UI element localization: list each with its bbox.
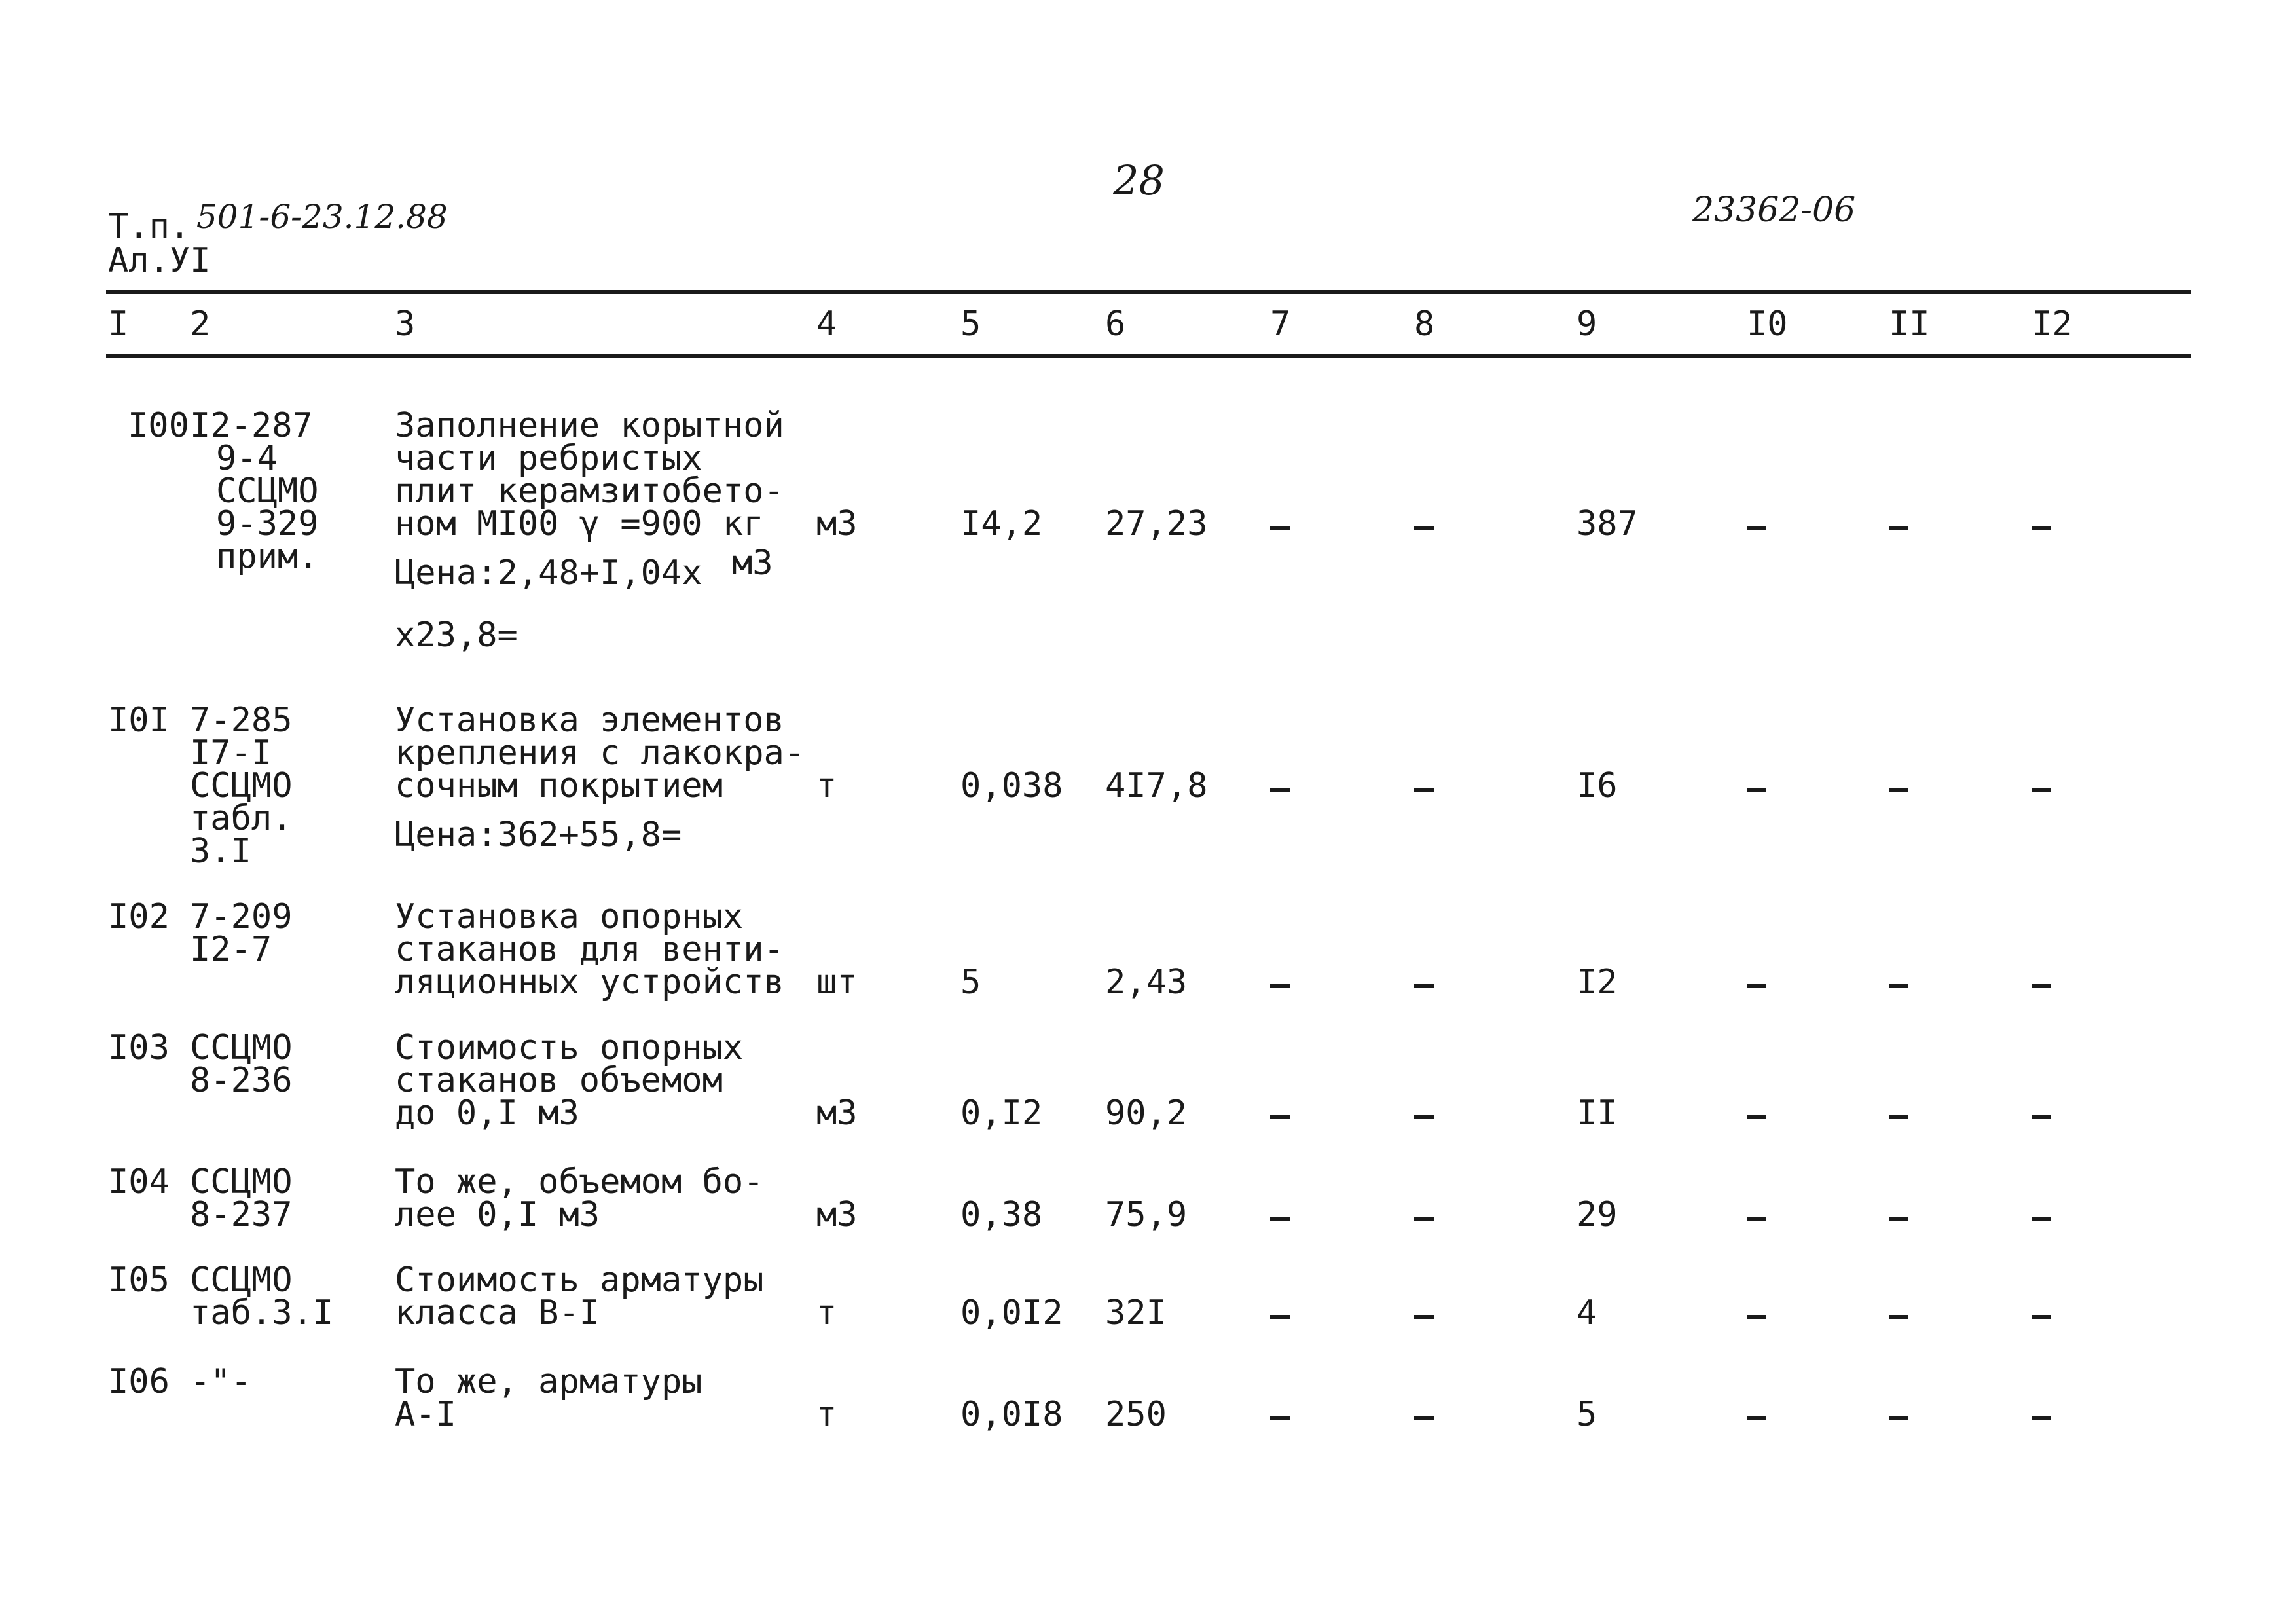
row-desc-line: Заполнение корытной (395, 406, 784, 445)
row-price-line: х23,8= (395, 616, 518, 655)
row-desc-line: стаканов для венти- (395, 930, 784, 969)
tp-number: 501-6-23.12.88 (196, 198, 448, 236)
row-col12-dash (2032, 788, 2051, 792)
column-header-5: 5 (960, 304, 981, 344)
row-col11-dash (1889, 788, 1908, 792)
row-quantity: 0,0I2 (960, 1293, 1063, 1333)
row-number: I03 (108, 1028, 170, 1067)
row-rate: 250 (1105, 1395, 1167, 1434)
row-desc-line: лее 0,I м3 (395, 1195, 600, 1234)
row-number: I05 (108, 1261, 170, 1300)
row-col7-dash (1270, 788, 1290, 792)
row-rate: 32I (1105, 1293, 1167, 1333)
row-quantity: 5 (960, 963, 981, 1002)
column-header-11: II (1889, 304, 1930, 344)
row-quantity: 0,38 (960, 1195, 1043, 1234)
row-col7-dash (1270, 526, 1290, 530)
row-desc-line: Установка элементов (395, 701, 784, 740)
row-col10-dash (1747, 1115, 1766, 1119)
row-code-line: 8-236 (190, 1061, 293, 1100)
row-col10-dash (1747, 526, 1766, 530)
sheet-label: Ал.УI (108, 241, 211, 280)
row-code-line: 3.I (190, 832, 251, 871)
tp-prefix: Т.п. (108, 207, 191, 246)
row-code-line: ССЦМО (190, 1261, 293, 1300)
row-col11-dash (1889, 526, 1908, 530)
row-col12-dash (2032, 1115, 2051, 1119)
column-header-3: 3 (395, 304, 416, 344)
row-code-line: ССЦМО (190, 766, 293, 805)
column-header-2: 2 (190, 304, 211, 344)
row-code-line: 7-285 (190, 701, 293, 740)
row-price-line: Цена:362+55,8= (395, 815, 682, 855)
row-quantity: I4,2 (960, 504, 1043, 544)
row-col9-value: I6 (1576, 766, 1618, 805)
row-desc-line: сочным покрытием (395, 766, 723, 805)
row-unit: т (816, 766, 837, 805)
row-col10-dash (1747, 1315, 1766, 1319)
row-col10-dash (1747, 788, 1766, 792)
row-rate: 4I7,8 (1105, 766, 1208, 805)
doc-code: 23362-06 (1692, 191, 1856, 230)
row-code-line: I7-I (190, 733, 272, 773)
table-top-rule (106, 290, 2191, 294)
row-col8-dash (1414, 1416, 1434, 1420)
row-code-line: 9-329 (216, 504, 319, 544)
row-col9-value: 29 (1576, 1195, 1618, 1234)
row-col7-dash (1270, 1115, 1290, 1119)
row-col9-value: I2 (1576, 963, 1618, 1002)
row-code-line: 9-4 (216, 439, 278, 478)
row-quantity: 0,038 (960, 766, 1063, 805)
row-unit: шт (816, 963, 858, 1002)
row-col8-dash (1414, 1217, 1434, 1221)
row-rate: 90,2 (1105, 1094, 1188, 1133)
row-col11-dash (1889, 1315, 1908, 1319)
row-code-line: ССЦМО (216, 471, 319, 511)
row-desc-line: Стоимость арматуры (395, 1261, 764, 1300)
row-quantity: 0,0I8 (960, 1395, 1063, 1434)
row-price-line: Цена:2,48+I,04х (395, 553, 702, 593)
page-number: 28 (1113, 157, 1165, 204)
table-header-rule (106, 354, 2191, 358)
row-col10-dash (1747, 1416, 1766, 1420)
column-header-4: 4 (816, 304, 837, 344)
row-col9-value: II (1576, 1094, 1618, 1133)
row-number: I02 (108, 897, 170, 936)
row-desc-line: А-I (395, 1395, 456, 1434)
row-col9-value: 387 (1576, 504, 1638, 544)
row-col11-dash (1889, 1217, 1908, 1221)
row-desc-line: То же, объемом бо- (395, 1162, 764, 1202)
row-number: I0I (108, 701, 170, 740)
row-col12-dash (2032, 1315, 2051, 1319)
row-code-line: I2-7 (190, 930, 272, 969)
column-header-10: I0 (1747, 304, 1788, 344)
row-rate: 2,43 (1105, 963, 1188, 1002)
row-desc-line: плит керамзитобето- (395, 471, 784, 511)
row-unit: м3 (816, 1195, 858, 1234)
row-col8-dash (1414, 1115, 1434, 1119)
row-col11-dash (1889, 984, 1908, 988)
row-code-line: прим. (216, 537, 319, 576)
row-desc-line: Установка опорных (395, 897, 744, 936)
row-col7-dash (1270, 984, 1290, 988)
row-desc-line: крепления с лакокра- (395, 733, 805, 773)
row-unit: м3 (816, 504, 858, 544)
column-header-6: 6 (1105, 304, 1126, 344)
row-col8-dash (1414, 788, 1434, 792)
row-desc-line: части ребристых (395, 439, 702, 478)
row-col10-dash (1747, 984, 1766, 988)
row-quantity: 0,I2 (960, 1094, 1043, 1133)
row-unit: м3 (816, 1094, 858, 1133)
row-col8-dash (1414, 1315, 1434, 1319)
row-col10-dash (1747, 1217, 1766, 1221)
column-header-8: 8 (1414, 304, 1435, 344)
column-header-7: 7 (1270, 304, 1291, 344)
row-code-line: -"- (190, 1362, 251, 1401)
row-desc-line: ном МI00 γ =900 кг (395, 504, 764, 544)
row-col8-dash (1414, 984, 1434, 988)
row-code-line: 8-237 (190, 1195, 293, 1234)
row-desc-line: ляционных устройств (395, 963, 784, 1002)
row-col12-dash (2032, 1416, 2051, 1420)
row-col9-value: 4 (1576, 1293, 1597, 1333)
row-code-line: таб.3.I (190, 1293, 334, 1333)
row-rate: 27,23 (1105, 504, 1208, 544)
row-col11-dash (1889, 1115, 1908, 1119)
row-code-line: табл. (190, 799, 293, 838)
column-header-12: I2 (2032, 304, 2073, 344)
row-col9-value: 5 (1576, 1395, 1597, 1434)
kg-per-m3-denominator: м3 (732, 544, 773, 583)
row-code-line: ССЦМО (190, 1028, 293, 1067)
row-col12-dash (2032, 526, 2051, 530)
row-number: I00 (128, 406, 189, 445)
row-desc-line: Стоимость опорных (395, 1028, 744, 1067)
row-unit: т (816, 1293, 837, 1333)
row-number: I06 (108, 1362, 170, 1401)
row-rate: 75,9 (1105, 1195, 1188, 1234)
row-code-line: I2-287 (190, 406, 313, 445)
row-desc-line: То же, арматуры (395, 1362, 702, 1401)
row-code-line: 7-209 (190, 897, 293, 936)
row-unit: т (816, 1395, 837, 1434)
row-number: I04 (108, 1162, 170, 1202)
row-col7-dash (1270, 1217, 1290, 1221)
row-desc-line: стаканов объемом (395, 1061, 723, 1100)
column-header-9: 9 (1576, 304, 1597, 344)
row-col11-dash (1889, 1416, 1908, 1420)
row-desc-line: до 0,I м3 (395, 1094, 579, 1133)
row-col12-dash (2032, 984, 2051, 988)
column-header-1: I (108, 304, 129, 344)
row-col7-dash (1270, 1315, 1290, 1319)
row-code-line: ССЦМО (190, 1162, 293, 1202)
row-col8-dash (1414, 526, 1434, 530)
row-col12-dash (2032, 1217, 2051, 1221)
row-col7-dash (1270, 1416, 1290, 1420)
row-desc-line: класса В-I (395, 1293, 600, 1333)
